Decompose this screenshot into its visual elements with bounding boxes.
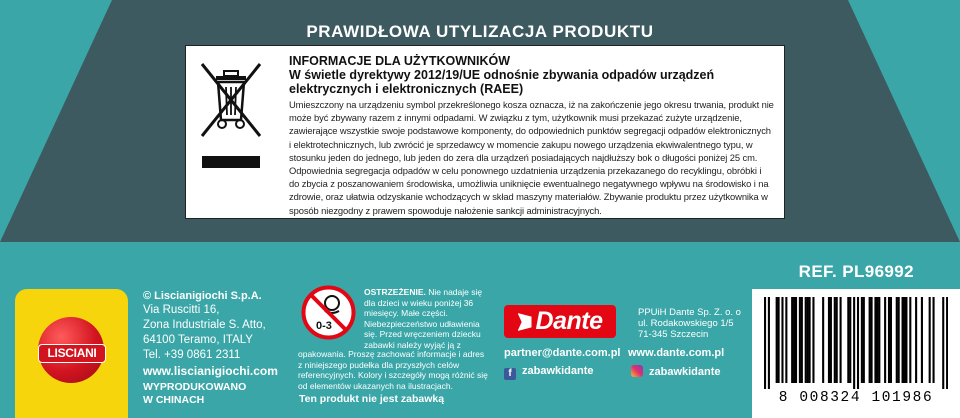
barcode-bar xyxy=(902,297,904,383)
barcode-bars xyxy=(764,297,948,389)
barcode-bar xyxy=(809,297,811,383)
barcode-bar xyxy=(830,297,832,383)
barcode-bar xyxy=(888,297,890,383)
barcode-bar xyxy=(942,297,944,389)
barcode-bar xyxy=(878,297,880,383)
barcode-bar xyxy=(807,297,809,383)
barcode-bar xyxy=(828,297,830,383)
barcode-bar xyxy=(853,297,855,389)
barcode-bar xyxy=(840,297,842,383)
barcode-bar xyxy=(791,297,793,383)
barcode-bar xyxy=(776,297,778,383)
barcode-bar xyxy=(834,297,836,383)
barcode-bar xyxy=(871,297,873,383)
barcode-bar xyxy=(921,297,923,383)
barcode-bar xyxy=(890,297,892,383)
dante-email: partner@dante.com.pl xyxy=(504,347,621,359)
barcode-bar xyxy=(876,297,878,383)
made-in-label xyxy=(143,381,246,406)
dante-logo xyxy=(504,305,616,338)
barcode-bar xyxy=(915,297,917,383)
barcode-bar xyxy=(946,297,948,389)
barcode-bar xyxy=(812,297,814,383)
barcode-bar xyxy=(933,297,935,383)
info-body-text: Umieszczony na urządzeniu symbol przekreślonego kosza oznacza, iż na zakończenie jego okresu trwania, produkt nie może być zbywany razem z innymi odpadami. W związku z tym, użytkownik musi przekazać zużyte urządzenie, zawierające wszystkie swoje podstawowe komponenty, do odpowiednich punktów segregacji odpadów elektronicznych i elektrotechnicznych, lub zwrócić je sprzedawcy w momencie zakupu nowego urządzenia ekwiwalentnego typu, w stosunku jeden do jednego, lub jeden do zera dla urządzeń posiadających najdłuższy bok o długości poniżej 25 cm. Odpowiednia segregacja odpadów w celu ponownego uzdatnienia urządzenia przekazanego do recyklingu, obróbki i do zbycia z poszanowaniem środowiska, umożliwia uniknięcie ewentualnego negatywnego wpływu na środowisko i na zdrowie, oraz ułatwia odzyskanie wchodzących w skład maszyny materiałów. Zbywanie produktu przez użytkownika w sposób niezgodny z prawem spowoduje nałożenie sankcji administracyjnych. xyxy=(289,99,774,216)
page-title: PRAWIDŁOWA UTYLIZACJA PRODUKTU xyxy=(306,22,654,41)
barcode-bar xyxy=(861,297,863,383)
warning-text-continued: opakowania. Proszę zachować informacje i adres z niniejszego pudełka dla przyszłych celów referencyjnych. Kolory i szczegóły mogą różnić się od elementów ukazanych na ilustracjach. xyxy=(298,349,488,391)
lisciani-address xyxy=(143,289,266,363)
address-line: ul. Rodakowskiego 1/5 xyxy=(638,318,734,329)
barcode-bar xyxy=(785,297,787,383)
barcode-bar xyxy=(884,297,886,383)
dante-logo-text: Dante xyxy=(535,307,603,335)
barcode-bar xyxy=(896,297,898,383)
lisciani-logo-box xyxy=(15,289,128,418)
barcode-number: 8 008324 101986 xyxy=(778,390,934,406)
facebook-handle xyxy=(504,365,594,380)
warning-heading: OSTRZEŻENIE. xyxy=(364,287,426,297)
barcode-bar xyxy=(905,297,907,383)
barcode-bar xyxy=(863,297,865,383)
barcode-bar xyxy=(795,297,797,383)
barcode-bar xyxy=(836,297,838,383)
barcode-bar xyxy=(847,297,849,383)
address-line: 64100 Teramo, ITALY xyxy=(143,334,253,346)
age-warning-icon xyxy=(301,285,356,340)
barcode-bar xyxy=(778,297,780,383)
dante-website: www.dante.com.pl xyxy=(628,347,725,359)
barcode-bar xyxy=(793,297,795,383)
lisciani-website: www.liscianigiochi.com xyxy=(143,364,278,378)
barcode-bar xyxy=(849,297,851,383)
facebook-name: zabawkidante xyxy=(522,365,594,377)
warning-body: Nie nadaje się dla dzieci w wieku poniżej 36 miesięcy. Małe części. Niebezpieczeństwo udławienia się. Przed wręczeniem dziecku zabawki należy wyjąć ją z xyxy=(364,287,483,350)
facebook-icon: f xyxy=(504,368,516,380)
barcode-bar xyxy=(801,297,803,383)
barcode-bar xyxy=(768,297,770,389)
address-line: Via Ruscitti 16, xyxy=(143,304,220,316)
address-line: PPUiH Dante Sp. Z. o. o xyxy=(638,307,741,318)
barcode-bar xyxy=(799,297,801,383)
made-in-line: WYPRODUKOWANO xyxy=(143,381,247,393)
dante-address xyxy=(638,307,750,340)
address-line: 71-345 Szczecin xyxy=(638,329,709,340)
barcode-bar xyxy=(822,297,824,383)
barcode xyxy=(752,289,960,418)
made-in-line: W CHINACH xyxy=(143,393,205,406)
barcode-bar xyxy=(874,297,876,383)
user-information-box xyxy=(185,45,785,219)
company-name: © Liscianigiochi S.p.A. xyxy=(143,290,262,302)
barcode-bar xyxy=(903,297,905,383)
lisciani-logo: LISCIANI xyxy=(38,344,106,363)
warning-text xyxy=(364,287,488,350)
barcode-bar xyxy=(764,297,766,389)
info-subtitle: W świetle dyrektywy 2012/19/UE odnośnie zbywania odpadów urządzeń elektrycznych i elektronicznych (RAEE) xyxy=(289,68,715,96)
barcode-bar xyxy=(909,297,911,383)
barcode-bar xyxy=(857,297,859,389)
not-a-toy-notice: Ten produkt nie jest zabawką xyxy=(299,393,445,405)
age-label: 0-3 xyxy=(316,320,332,332)
reference-number: REF. PL96992 xyxy=(798,262,914,281)
phone-line: Tel. +39 0861 2311 xyxy=(143,349,241,361)
dante-mark-icon xyxy=(518,313,532,331)
barcode-bar xyxy=(929,297,931,383)
instagram-name: zabawkidante xyxy=(649,366,721,378)
weee-crossed-bin-icon xyxy=(200,62,262,174)
barcode-bar xyxy=(898,297,900,383)
instagram-handle xyxy=(631,365,721,378)
instagram-icon xyxy=(631,365,643,377)
barcode-bar xyxy=(781,297,783,383)
address-line: Zona Industriale S. Atto, xyxy=(143,319,266,331)
info-title: INFORMACJE DLA UŻYTKOWNIKÓW xyxy=(289,54,511,68)
barcode-bar xyxy=(869,297,871,383)
barcode-bar xyxy=(805,297,807,383)
